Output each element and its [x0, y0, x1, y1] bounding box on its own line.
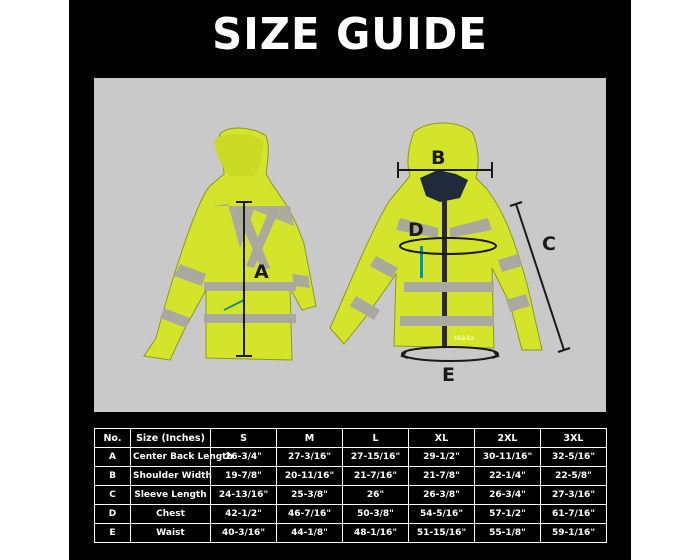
table-row — [95, 505, 607, 524]
table-cell: 29-1/2" — [409, 448, 475, 467]
table-cell: 26-3/8" — [409, 486, 475, 505]
header-cell-m: M — [277, 429, 343, 448]
table-cell: 22-5/8" — [541, 467, 607, 486]
measure-label-a: A — [254, 261, 269, 283]
table-cell: 48-1/16" — [343, 524, 409, 543]
table-cell: 57-1/2" — [475, 505, 541, 524]
table-cell: Shoulder Width — [131, 467, 211, 486]
table-cell: 27-15/16" — [343, 448, 409, 467]
jacket-back-view — [144, 128, 316, 360]
table-cell: D — [95, 505, 131, 524]
table-cell: 30-11/16" — [475, 448, 541, 467]
header-cell-xl: XL — [409, 429, 475, 448]
measure-label-d: D — [408, 219, 424, 241]
table-cell: 21-7/8" — [409, 467, 475, 486]
table-cell: 54-5/16" — [409, 505, 475, 524]
table-cell: B — [95, 467, 131, 486]
table-cell: 20-11/16" — [277, 467, 343, 486]
table-cell: Chest — [131, 505, 211, 524]
header-cell-3xl: 3XL — [541, 429, 607, 448]
table-cell: 55-1/8" — [475, 524, 541, 543]
table-cell: 26-3/4" — [211, 448, 277, 467]
table-cell: Sleeve Length — [131, 486, 211, 505]
table-row — [95, 448, 607, 467]
table-cell: 44-1/8" — [277, 524, 343, 543]
table-cell: C — [95, 486, 131, 505]
header-cell-no: No. — [95, 429, 131, 448]
table-cell: 26" — [343, 486, 409, 505]
table-cell: 46-7/16" — [277, 505, 343, 524]
table-cell: E — [95, 524, 131, 543]
table-header-row — [95, 429, 607, 448]
measure-label-c: C — [542, 233, 556, 255]
jacket-illustration — [94, 78, 606, 412]
brand-logo: Makita — [454, 335, 475, 342]
table-cell: A — [95, 448, 131, 467]
table-cell: 50-3/8" — [343, 505, 409, 524]
table-row — [95, 486, 607, 505]
table-cell: 26-3/4" — [475, 486, 541, 505]
table-row — [95, 524, 607, 543]
size-guide-panel — [69, 0, 631, 560]
table-cell: 27-3/16" — [541, 486, 607, 505]
table-cell: 61-7/16" — [541, 505, 607, 524]
header-cell-l: L — [343, 429, 409, 448]
table-cell: 32-5/16" — [541, 448, 607, 467]
jacket-front-view — [330, 123, 570, 386]
measure-label-b: B — [431, 147, 446, 169]
jacket-photo — [94, 78, 606, 412]
table-cell: 19-7/8" — [211, 467, 277, 486]
measure-label-e: E — [442, 364, 455, 386]
header-cell-s: S — [211, 429, 277, 448]
table-cell: 27-3/16" — [277, 448, 343, 467]
table-cell: 21-7/16" — [343, 467, 409, 486]
table-cell: Waist — [131, 524, 211, 543]
table-cell: 22-1/4" — [475, 467, 541, 486]
table-cell: 51-15/16" — [409, 524, 475, 543]
page-title: SIZE GUIDE — [212, 9, 488, 60]
table-cell: 42-1/2" — [211, 505, 277, 524]
header-cell-2xl: 2XL — [475, 429, 541, 448]
table-cell: 25-3/8" — [277, 486, 343, 505]
size-table — [94, 428, 607, 543]
table-cell: 40-3/16" — [211, 524, 277, 543]
header-cell-size: Size (Inches) — [131, 429, 211, 448]
table-cell: 59-1/16" — [541, 524, 607, 543]
table-cell: 24-13/16" — [211, 486, 277, 505]
table-row — [95, 467, 607, 486]
table-cell: Center Back Length — [131, 448, 211, 467]
